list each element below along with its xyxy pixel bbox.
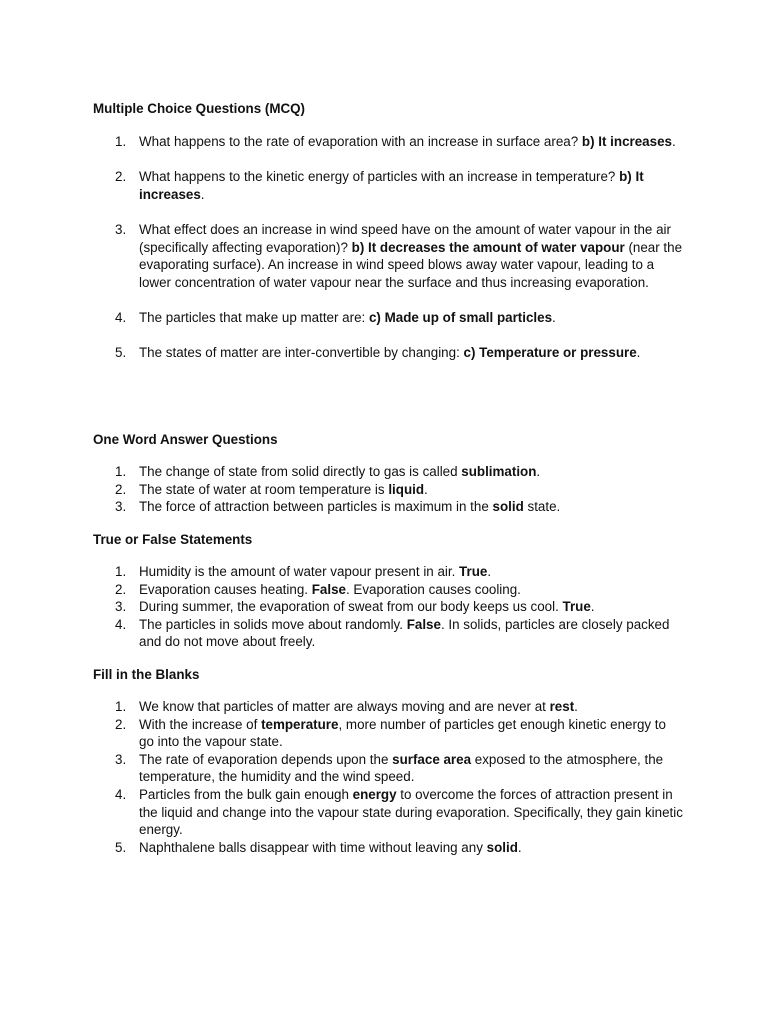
list-item-number: 2.: [115, 716, 127, 732]
answer-text: False: [311, 581, 346, 597]
list-item-number: 3.: [115, 599, 127, 615]
answer-text: b) It increases: [139, 169, 644, 202]
fill-blanks-list: [93, 698, 683, 856]
one-word-heading: One Word Answer Questions: [93, 432, 278, 447]
answer-text: rest: [549, 699, 575, 714]
list-item-number: 3.: [115, 499, 127, 515]
question-text: .: [574, 699, 578, 714]
one-word-list: [93, 463, 683, 516]
list-item: [93, 598, 683, 616]
answer-text: solid: [486, 839, 518, 855]
question-text: Naphthalene balls disappear with time without leaving any: [139, 839, 487, 855]
answer-text: True: [562, 599, 591, 615]
list-item: [93, 168, 683, 203]
list-item-number: 4.: [115, 616, 127, 632]
list-item: [93, 698, 683, 716]
list-item-number: 2.: [115, 581, 127, 597]
question-text: .: [424, 481, 428, 497]
list-item-number: 1.: [115, 699, 127, 714]
list-item: [93, 309, 683, 327]
list-item: [93, 839, 683, 857]
question-text: , more number of particles get enough kinetic energy to go into the vapour state.: [139, 716, 666, 750]
question-text: exposed to the atmosphere, the temperature, the humidity and the wind speed.: [139, 751, 664, 785]
question-text: (near the evaporating surface). An increase in wind speed blows away water vapour, leading to a lower concentration of water vapour near the surface and thus increasing evaporation.: [139, 239, 683, 290]
answer-text: sublimation: [461, 464, 537, 479]
list-item-number: 4.: [115, 786, 127, 802]
answer-text: liquid: [388, 481, 425, 497]
list-item-number: 5.: [115, 345, 127, 361]
answer-text: energy: [352, 786, 397, 802]
list-item: [93, 463, 683, 481]
list-item-number: 2.: [115, 481, 127, 497]
question-text: With the increase of: [139, 716, 262, 732]
list-item: [93, 581, 683, 599]
answer-text: c) Made up of small particles: [368, 309, 553, 325]
question-text: The force of attraction between particles is maximum in the: [139, 499, 493, 515]
list-item: [93, 751, 683, 786]
question-text: .: [200, 186, 205, 202]
list-item-number: 1.: [115, 464, 127, 479]
question-text: .: [552, 309, 556, 325]
answer-text: b) It increases: [581, 134, 672, 149]
question-text: What happens to the kinetic energy of particles with an increase in temperature?: [139, 169, 620, 185]
list-item-number: 3.: [115, 221, 127, 237]
list-item-number: 3.: [115, 751, 127, 767]
answer-text: solid: [492, 499, 524, 515]
question-text: The change of state from solid directly to gas is called: [139, 464, 462, 479]
question-text: to overcome the forces of attraction present in the liquid and change into the vapour state during evaporation. Specifically, they gain kinetic energy.: [139, 786, 683, 838]
question-text: What effect does an increase in wind speed have on the amount of water vapour in the air (specifically affecting evaporation)?: [139, 221, 671, 255]
question-text: Evaporation causes heating.: [139, 581, 312, 597]
answer-text: temperature: [261, 716, 339, 732]
list-item: [93, 563, 683, 581]
question-text: The particles in solids move about randomly.: [139, 616, 407, 632]
mcq-list: [93, 133, 683, 379]
question-text: .: [590, 599, 595, 615]
answer-text: True: [459, 564, 488, 579]
list-item: [93, 786, 683, 839]
answer-text: b) It decreases the amount of water vapour: [351, 239, 625, 255]
question-text: .: [671, 134, 676, 149]
answer-text: surface area: [392, 751, 472, 767]
question-text: state.: [523, 499, 561, 515]
question-text: The rate of evaporation depends upon the: [139, 751, 393, 767]
list-item: [93, 616, 683, 651]
question-text: Particles from the bulk gain enough: [139, 786, 353, 802]
question-text: . In solids, particles are closely packed and do not move about freely.: [139, 616, 670, 650]
question-text: .: [536, 464, 541, 479]
fill-blanks-heading: Fill in the Blanks: [93, 667, 200, 682]
list-item: [93, 221, 683, 291]
question-text: .: [636, 345, 641, 361]
list-item: [93, 133, 683, 151]
answer-text: False: [406, 616, 441, 632]
true-false-heading: True or False Statements: [93, 532, 253, 547]
true-false-list: [93, 563, 683, 651]
question-text: What happens to the rate of evaporation with an increase in surface area?: [139, 134, 582, 149]
question-text: The states of matter are inter-convertible by changing:: [139, 345, 464, 361]
list-item-number: 1.: [115, 564, 127, 579]
question-text: .: [517, 839, 522, 855]
list-item: [93, 344, 683, 362]
list-item-number: 1.: [115, 134, 127, 149]
list-item-number: 4.: [115, 309, 127, 325]
answer-text: c) Temperature or pressure: [463, 345, 637, 361]
list-item: [93, 498, 683, 516]
question-text: During summer, the evaporation of sweat from our body keeps us cool.: [139, 599, 563, 615]
question-text: The particles that make up matter are:: [139, 309, 369, 325]
list-item-number: 2.: [115, 169, 127, 185]
question-text: . Evaporation causes cooling.: [345, 581, 521, 597]
question-text: .: [487, 564, 492, 579]
list-item-number: 5.: [115, 839, 127, 855]
list-item: [93, 716, 683, 751]
mcq-heading: Multiple Choice Questions (MCQ): [93, 101, 306, 116]
question-text: Humidity is the amount of water vapour present in air.: [139, 564, 460, 579]
question-text: The state of water at room temperature is: [139, 481, 389, 497]
question-text: We know that particles of matter are always moving and are never at: [139, 699, 550, 714]
list-item: [93, 481, 683, 499]
